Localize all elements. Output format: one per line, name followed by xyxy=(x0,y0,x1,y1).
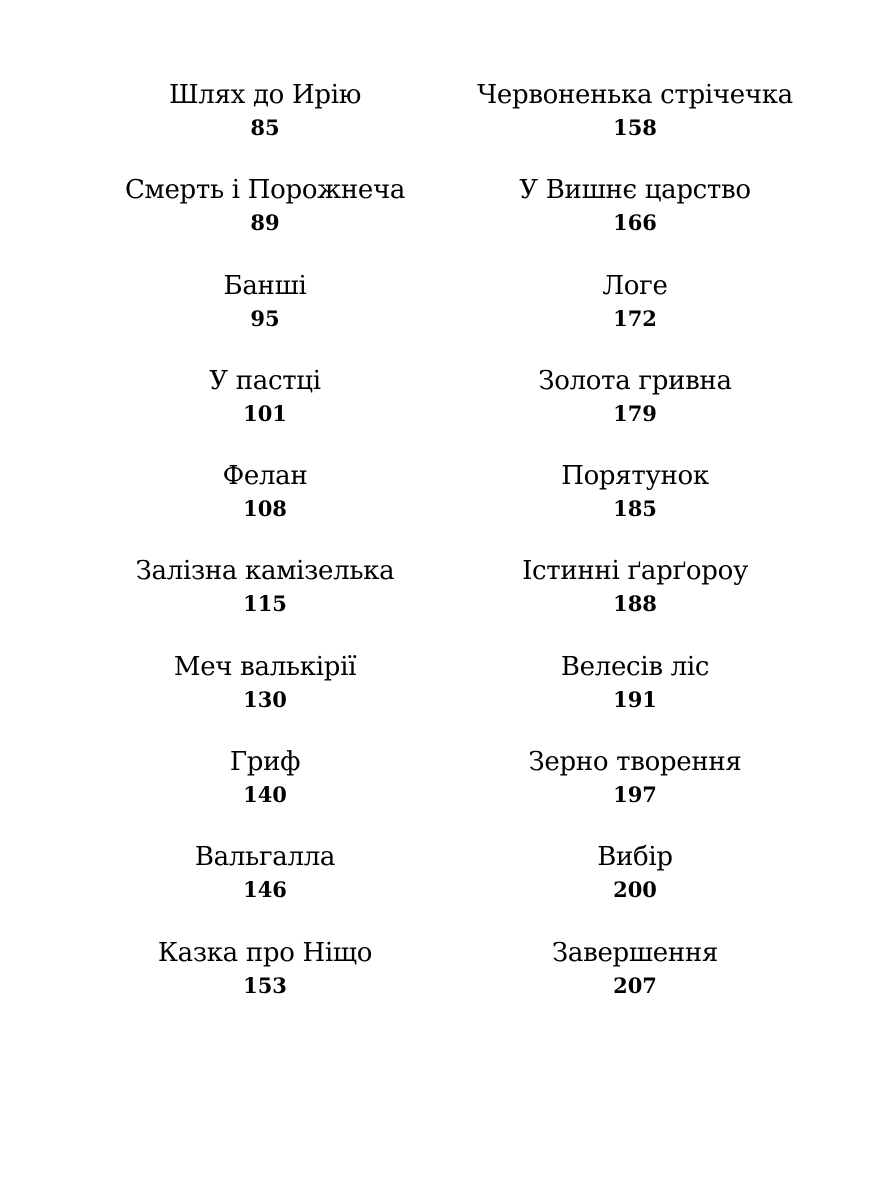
toc-entry xyxy=(95,745,435,840)
toc-entry-page: 172 xyxy=(613,305,657,331)
toc-entry-title: Вальгалла xyxy=(194,842,336,873)
toc-entry xyxy=(445,78,825,173)
toc-entry xyxy=(445,459,825,554)
toc-entry-page: 207 xyxy=(613,972,657,998)
toc-entry-title: Казка про Ніщо xyxy=(157,937,373,968)
toc-entry xyxy=(95,78,435,173)
table-of-contents xyxy=(0,78,870,1031)
toc-entry-page: 166 xyxy=(613,210,657,236)
toc-entry-title: Золота гривна xyxy=(538,365,732,396)
toc-entry-title: Червоненька стрічечка xyxy=(477,80,793,110)
toc-entry xyxy=(95,459,435,554)
toc-entry xyxy=(445,173,825,268)
toc-entry-page: 185 xyxy=(613,496,657,522)
toc-entry-title: Вибір xyxy=(597,842,673,873)
toc-entry-title: Порятунок xyxy=(561,461,709,492)
toc-entry xyxy=(95,269,435,364)
toc-entry-title: Логе xyxy=(602,270,668,301)
toc-entry-page: 89 xyxy=(250,210,280,236)
toc-entry xyxy=(95,554,435,649)
toc-entry xyxy=(95,936,435,1031)
toc-entry-page: 95 xyxy=(250,305,280,331)
toc-entry xyxy=(95,173,435,268)
toc-entry-page: 101 xyxy=(243,400,287,426)
toc-entry-title: У пастці xyxy=(209,365,321,396)
toc-entry xyxy=(95,364,435,459)
toc-entry-page: 140 xyxy=(243,782,287,808)
toc-entry xyxy=(445,936,825,1031)
toc-entry-page: 158 xyxy=(613,115,657,140)
toc-entry-title: Істинні ґарґороу xyxy=(522,556,748,587)
toc-column-left xyxy=(0,78,435,1031)
toc-entry-title: Велесів ліс xyxy=(560,651,710,682)
toc-entry xyxy=(445,745,825,840)
toc-entry xyxy=(95,840,435,935)
toc-column-right xyxy=(435,78,860,1031)
toc-entry xyxy=(445,840,825,935)
toc-entry-page: 115 xyxy=(243,591,287,617)
toc-entry-page: 146 xyxy=(243,877,287,903)
toc-entry-title: Смерть і Порожнеча xyxy=(124,175,406,206)
toc-entry-page: 200 xyxy=(613,877,657,903)
toc-entry-title: Банші xyxy=(223,270,307,301)
toc-entry xyxy=(445,554,825,649)
toc-entry-title: Завершення xyxy=(552,937,718,968)
toc-entry-title: У Вишнє царство xyxy=(519,175,751,206)
toc-entry-title: Залізна камізелька xyxy=(135,556,395,587)
toc-entry xyxy=(445,650,825,745)
toc-entry-title: Меч валькірії xyxy=(173,651,357,682)
toc-entry-page: 85 xyxy=(250,115,280,140)
toc-entry xyxy=(445,269,825,364)
toc-entry-page: 191 xyxy=(613,686,657,712)
toc-entry xyxy=(445,364,825,459)
toc-entry-title: Гриф xyxy=(229,747,301,778)
toc-entry-title: Зерно творення xyxy=(528,747,742,778)
toc-entry-title: Шлях до Ирію xyxy=(168,80,362,110)
toc-entry-page: 153 xyxy=(243,972,287,998)
toc-entry-page: 130 xyxy=(243,686,287,712)
toc-entry xyxy=(95,650,435,745)
toc-entry-page: 197 xyxy=(613,782,657,808)
toc-entry-page: 108 xyxy=(243,496,287,522)
toc-entry-page: 188 xyxy=(613,591,657,617)
toc-entry-page: 179 xyxy=(613,400,657,426)
toc-entry-title: Фелан xyxy=(222,461,308,492)
